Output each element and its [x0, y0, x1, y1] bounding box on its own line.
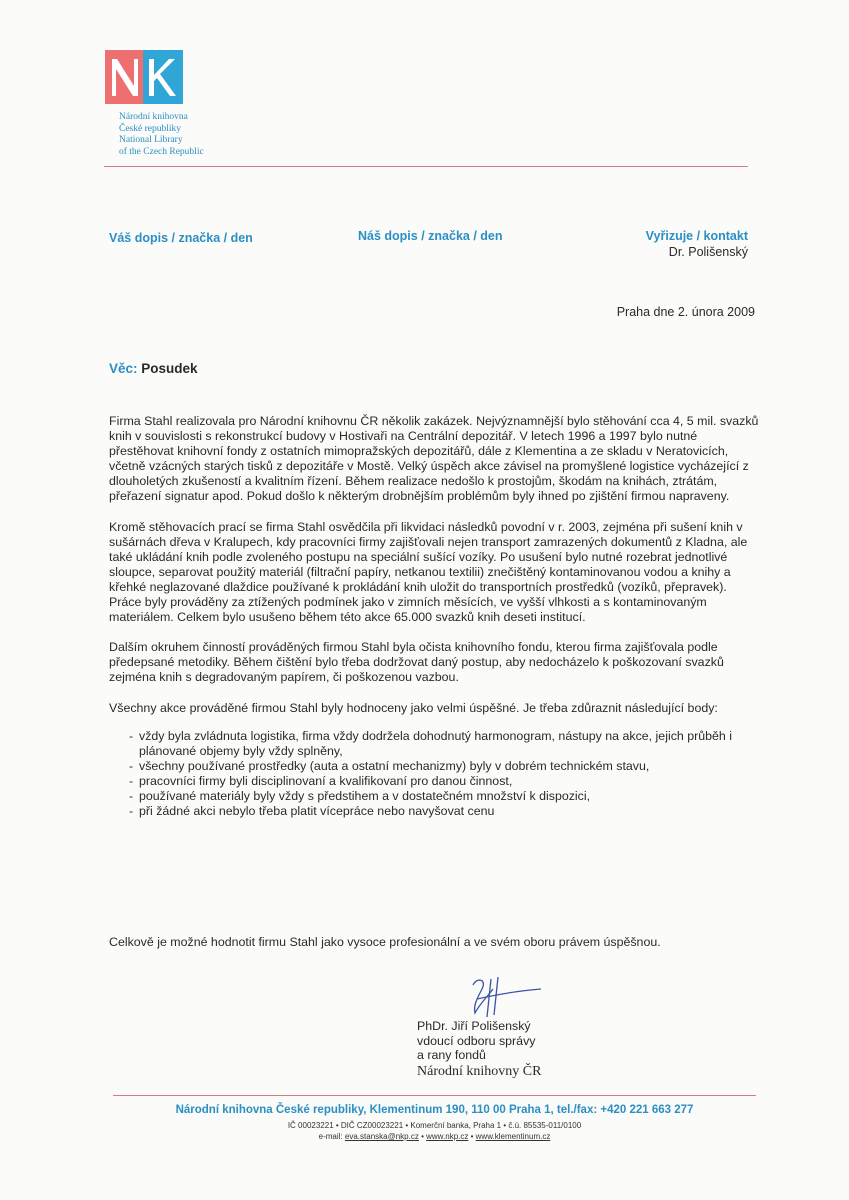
footer-details [113, 1120, 756, 1142]
footer-contacts [113, 1131, 756, 1142]
contact-ref [580, 228, 748, 260]
institution-line: Národní knihovna [119, 112, 188, 122]
separator: • [470, 1132, 474, 1141]
subject-text: Posudek [141, 361, 198, 376]
bullet-marker: - [129, 728, 134, 743]
bullet-marker: - [129, 804, 134, 819]
institution-name-block [119, 112, 319, 158]
contact-label: Vyřizuje / kontakt [645, 229, 748, 243]
signer-institution: Národní knihovny ČR [417, 1063, 542, 1079]
bullet-marker: - [129, 758, 134, 773]
contact-name: Dr. Polišenský [668, 245, 748, 259]
list-item-text: používané materiály byly vždy s předstihem a v dostatečném množství k dispozici, [139, 788, 591, 803]
signer-block [417, 1019, 541, 1080]
list-item-text: všechny používané prostředky (auta a ostatní mechanizmy) byly v dobrém technickém stavu, [139, 758, 650, 773]
closing-sentence: Celkově je možné hodnotit firmu Stahl jako vysoce profesionální a ve svém oboru právem úspěšnou. [109, 935, 661, 949]
separator: • [421, 1132, 424, 1141]
website-link[interactable]: www.nkp.cz [426, 1132, 469, 1141]
handwritten-signature-icon [465, 975, 545, 1020]
body-paragraph: Všechny akce prováděné firmou Stahl byly hodnoceny jako velmi úspěšné. Je třeba zdůraznit následující body: [109, 700, 718, 715]
signer-role: a rany fondů [417, 1048, 486, 1062]
list-item-text: při žádné akci nebylo třeba platit vícepráce nebo navyšovat cenu [139, 804, 495, 819]
bullet-marker: - [129, 773, 134, 788]
body-paragraph: Dalším okruhem činností prováděných firmou Stahl byla očista knihovního fondu, kterou firma zajišťovala podle předepsané metodiky. Během čištění bylo třeba dodržovat daný postup, aby nedocházelo k poškozovaní svazků zejména knih s degradovaným papírem, či poškozenou vazbou. [109, 640, 724, 685]
email-label: e-mail: [318, 1132, 343, 1141]
letter-body [109, 414, 759, 819]
list-item [109, 729, 759, 759]
email-link[interactable]: eva.stanska@nkp.cz [344, 1132, 419, 1141]
footer-ids: IČ 00023221 • DIČ CZ00023221 • Komerční banka, Praha 1 • č.ú. 85535-011/0100 [287, 1121, 582, 1130]
body-paragraph: Firma Stahl realizovala pro Národní knihovnu ČR několik zakázek. Nejvýznamnější bylo stěhování cca 4, 5 mil. svazků knih v souvislosti s rekonstrukcí budovy v Hostivaři na Centrální depozitář. V letech 1996 a 1997 bylo nutné přestěhovat knihovní fondy z ostatních mimopražských depozitářů, dále z Klementina a ze skladu v Neratovicích, včetně vzácných starých tisků z depozitáře v Mostě. Velký úspěch akce závisel na promyšlené logistice vycházející z dlouholetých zkušeností a kvalitním řízení. Během realizace nedošlo k prostojům, škodám na knihách, ztrátám, přeřazení signatur apod. Pokud došlo k některým drobnějším problémům byly ihned po zjištění firmou napraveny. [109, 414, 759, 504]
highlights-list [109, 729, 759, 820]
nk-logo-icon [105, 50, 183, 104]
your-letter-ref: Váš dopis / značka / den [109, 231, 253, 245]
signer-name: PhDr. Jiří Polišenský [417, 1019, 531, 1033]
institution-line: of the Czech Republic [119, 146, 204, 157]
signer-role: vdoucí odboru správy [417, 1033, 536, 1048]
institution-line: České republiky [119, 123, 182, 134]
list-item [109, 804, 759, 819]
subject-line [109, 361, 198, 376]
list-item-text: pracovníci firmy byli disciplinovaní a kvalifikovaní pro danou činnost, [139, 773, 513, 788]
header-divider [104, 166, 748, 167]
footer-divider [113, 1095, 756, 1096]
body-paragraph: Kromě stěhovacích prací se firma Stahl osvědčila při likvidaci následků povodní v r. 2003, zejména při sušení knih v sušárnách dřeva v Kralupech, kdy pracovníci firmy zajišťovali nejen transport zamrazených dokumentů z Kladna, ale také ukládání knih podle zvoleného postupu na speciální sušící vozíky. Po usušení bylo nutné rozebrat jednotlivé sloupce, separovat použitý materiál (filtrační papíry, netkanou textilii) znečištěný kontaminovanou vodou a knihy a křehké neglazované dlaždice používané k prokládání knih uložit do transportních prostředků (vozíků, přepravek). Práce byly prováděny za ztížených podmínek jako v zimních měsících, ve vyšší vlhkosti a s kontaminovaným materiálem. Celkem bylo usušeno během této akce 65.000 svazků knih deseti institucí. [109, 519, 748, 625]
footer-address: Národní knihovna České republiky, Klementinum 190, 110 00 Praha 1, tel./fax: +420 221 663 277 [175, 1104, 694, 1116]
list-item-text: vždy byla zvládnuta logistika, firma vždy dodržela dohodnutý harmonogram, nástupy na akce, jejich průběh i plánované objemy byly vždy splněny, [139, 728, 733, 758]
website-link[interactable]: www.klementinum.cz [475, 1132, 551, 1141]
institution-line: National Library [119, 135, 183, 145]
bullet-marker: - [129, 788, 134, 803]
our-letter-ref: Náš dopis / značka / den [358, 229, 503, 243]
list-item [109, 789, 759, 804]
subject-label: Věc: [109, 361, 138, 376]
letter-date: Praha dne 2. února 2009 [616, 305, 755, 319]
list-item [109, 774, 759, 789]
list-item [109, 759, 759, 774]
